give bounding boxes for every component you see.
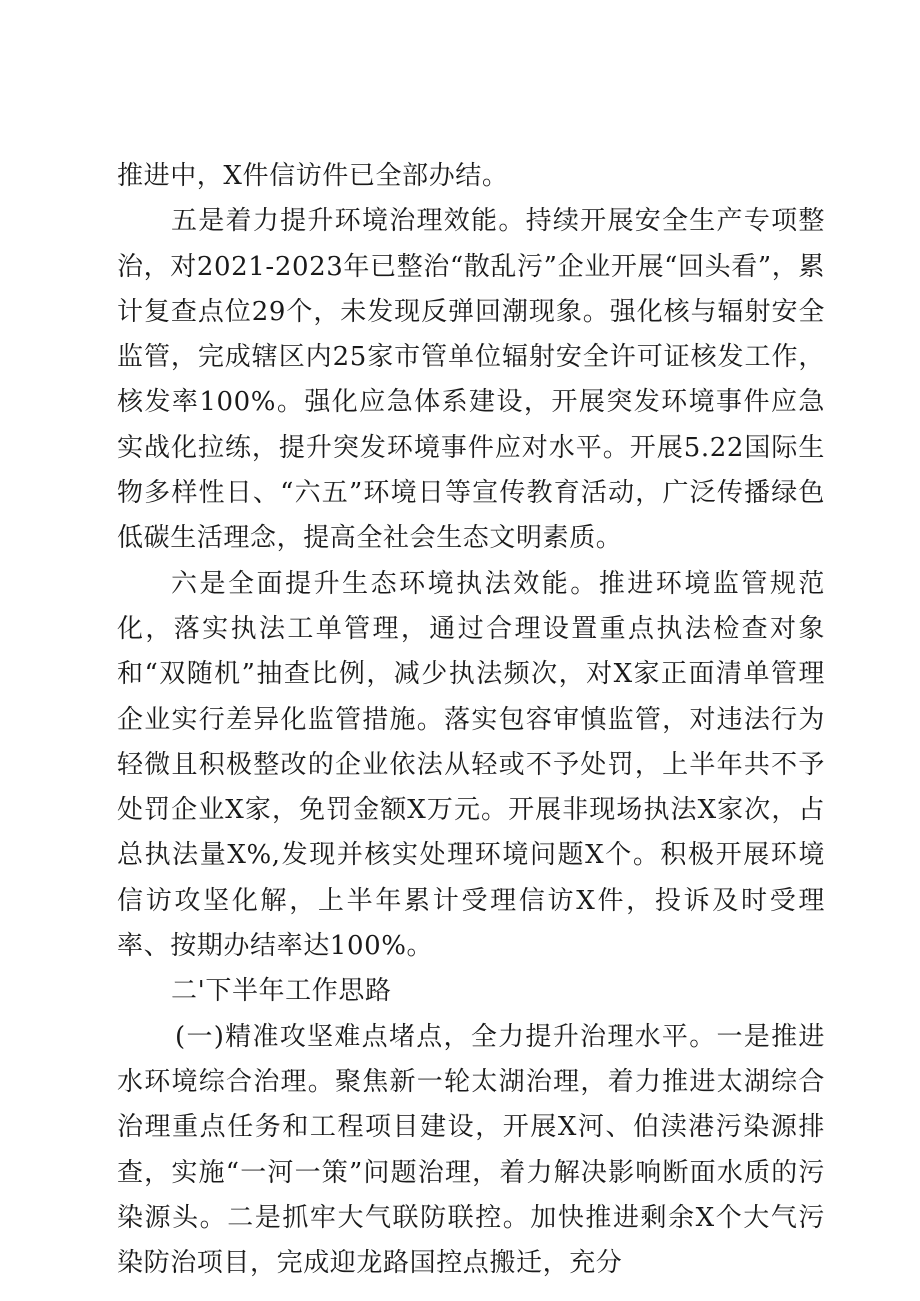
paragraph-point-five: 五是着力提升环境治理效能。持续开展安全生产专项整治，对2021-2023年已整治“散乱污”企业开展“回头看”，累计复查点位29个，未发现反弹回潮现象。强化核与辐射安全监管，完成辖区内25家市管单位辐射安全许可证核发工作，核发率100%。强化应急体系建设，开展突发环境事件应急实战化拉练，提升突发环境事件应对水平。开展5.22国际生物多样性日、“六五”环境日等宣传教育活动，广泛传播绿色低碳生活理念，提高全社会生态文明素质。 <box>117 206 825 554</box>
paragraph-continuation: 推进中，X件信访件已全部办结。 <box>117 161 509 191</box>
paragraph-point-six: 六是全面提升生态环境执法效能。推进环境监管规范化，落实执法工单管理，通过合理设置重点执法检查对象和“双随机”抽查比例，减少执法频次，对X家正面清单管理企业实行差异化监管措施。落实包容审慎监管，对违法行为轻微且积极整改的企业依法从轻或不予处罚，上半年共不予处罚企业X家，免罚金额X万元。开展非现场执法X家次，占总执法量X%,发现并核实处理环境问题X个。积极开展环境信访攻坚化解，上半年累计受理信访X件，投诉及时受理率、按期办结率达100%。 <box>117 568 825 962</box>
paragraph-subsection-one: (一)精准攻坚难点堵点，全力提升治理水平。一是推进水环境综合治理。聚焦新一轮太湖治理，着力推进太湖综合治理重点任务和工程项目建设，开展X河、伯渎港污染源排查，实施“一河一策”问题治理，着力解决影响断面水质的污染源头。二是抓牢大气联防联控。加快推进剩余X个大气污染防治项目，完成迎龙路国控点搬迁，充分 <box>117 1021 825 1279</box>
section-heading-work-plan: 二'下半年工作思路 <box>171 976 392 1007</box>
document-body <box>117 154 825 1286</box>
